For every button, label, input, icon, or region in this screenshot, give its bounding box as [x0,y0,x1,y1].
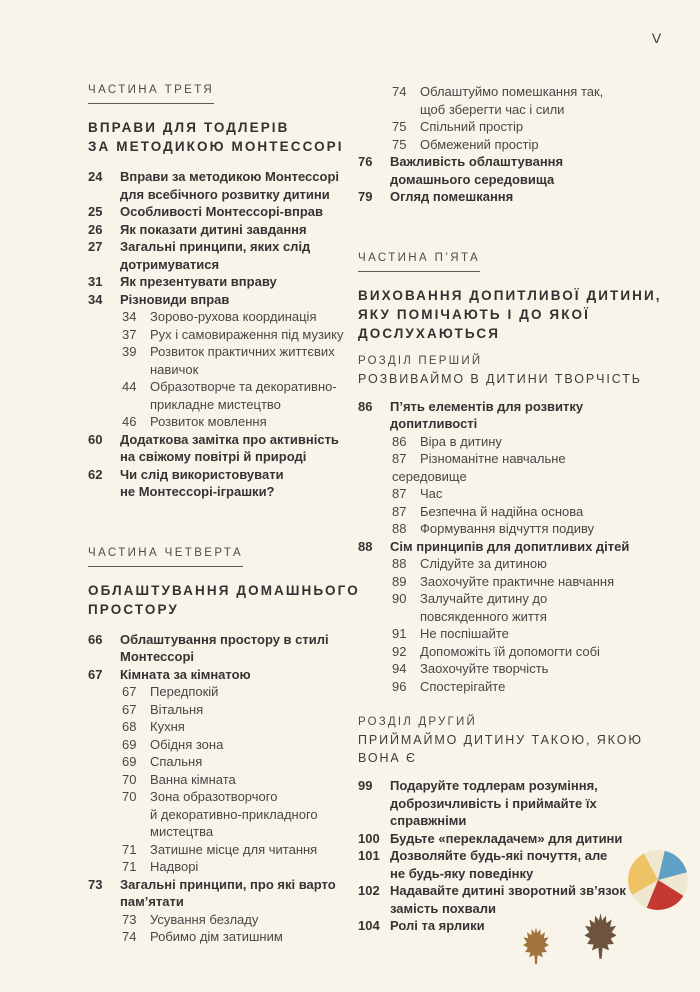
entry-page-number: 37 [122,326,137,342]
entry-page-number: 67 [122,684,137,699]
toc-column-right [358,83,680,935]
toc-entry [88,238,364,273]
entry-page-number: 46 [122,414,137,429]
entry-text-line: Монтессорі [120,649,195,664]
toc-entry [88,718,364,736]
entry-page-number: 91 [392,626,407,641]
entry-page-number: 100 [358,830,380,846]
entry-text [420,625,680,643]
entry-page-number: 79 [358,189,373,204]
entry-text [120,203,364,221]
entry-text-line: Подаруйте тодлерам розуміння, [390,778,598,793]
entry-page-number: 90 [392,591,407,606]
leaf-icon [584,913,617,960]
entry-text-line: Обмежений простір [420,136,539,152]
entry-page-number: 69 [122,736,137,752]
entry-page-number: 73 [88,876,103,892]
entry-text [120,291,364,309]
entry-page-number: 68 [122,719,137,734]
entry-text-line: Слідуйте за дитиною [420,556,547,571]
toc-column-left [88,80,364,946]
toc-entries [358,398,680,696]
entry-text [120,238,364,273]
entry-page-number: 60 [88,431,103,447]
entry-text-line: Ролі та ярлики [390,918,485,933]
entry-page-number: 39 [122,344,137,359]
entry-page-number: 88 [358,538,373,554]
toc-entry [88,413,364,431]
entry-text-line: не будь-яку поведінку [390,865,534,881]
toc-entries [88,168,364,501]
toc-entry [88,683,364,701]
entry-text-line: домашнього середовища [390,171,555,187]
toc-entry [358,520,680,538]
entry-text [420,555,680,573]
entry-text-line: Ванна кімната [150,771,236,787]
toc-entry [88,466,364,501]
entry-text [150,788,364,841]
entry-text-line: допитливості [390,416,478,431]
toc-entry [358,118,680,136]
entry-text [150,771,364,789]
chapter-label: РОЗДІЛ ДРУГИЙ [358,716,477,728]
entry-text [420,118,680,136]
entry-text [120,876,364,911]
entry-page-number: 88 [392,556,407,571]
entry-page-number: 66 [88,631,103,647]
entry-text [120,221,364,239]
part-title-line: ЯКУ ПОМІЧАЮТЬ І ДО ЯКОЇ [358,306,590,322]
entry-page-number: 87 [392,486,407,501]
entry-page-number: 92 [392,643,407,659]
entry-text-line: Загальні принципи, яких слід [120,239,311,254]
entry-text [150,683,364,701]
entry-text [420,136,680,154]
toc-entries [88,631,364,946]
toc-entry [358,555,680,573]
entry-text-line: повсякденного життя [420,608,547,624]
entry-text-line: Спільний простір [420,119,524,134]
entry-page-number: 31 [88,274,103,289]
entry-text-line: доброзичливість і приймайте їх [390,795,597,811]
entry-text-line: Зорово-рухова координація [150,309,317,324]
entry-text-line: Кімната за кімнатою [120,666,251,682]
entry-page-number: 96 [392,678,407,694]
entry-page-number: 76 [358,154,373,169]
entry-text [390,777,680,830]
toc-entry [88,841,364,859]
entry-text-line: для всебічного розвитку дитини [120,186,330,202]
entry-text-line: Вправи за методикою Монтессорі [120,169,340,184]
toc-entry [358,573,680,591]
entry-page-number: 71 [122,859,137,874]
entry-page-number: 87 [392,451,407,466]
entry-text-line: Спальня [150,754,203,769]
entry-page-number: 34 [122,309,137,324]
entry-page-number: 88 [392,521,407,536]
part-title-line: ПРОСТОРУ [88,601,179,617]
entry-text-line: пам’ятати [120,894,184,909]
entry-text [120,666,364,684]
toc-entry [88,431,364,466]
entry-page-number: 27 [88,239,103,254]
entry-page-number: 67 [88,666,103,682]
entry-page-number: 101 [358,848,380,863]
toc-entry [358,678,680,696]
toc-entry [358,625,680,643]
toc-entry [88,168,364,203]
entry-page-number: 75 [392,119,407,134]
entry-text-line: не Монтессорі-іграшки? [120,484,275,499]
entry-page-number: 102 [358,883,380,898]
entry-text-line: мистецтва [150,824,214,839]
toc-entry [358,433,680,451]
entry-text [420,503,680,521]
toc-entry [358,830,680,848]
part-title-line: ДОСЛУХАЮТЬСЯ [358,325,501,341]
entry-text-line: Рух і самовираження під музику [150,326,344,342]
entry-text [120,273,364,291]
entry-page-number: 44 [122,379,137,394]
entry-page-number: 70 [122,771,137,787]
toc-entry [88,291,364,309]
toc-entry [88,753,364,771]
toc-entry [358,450,680,485]
entry-text-line: Дозволяйте будь-які почуття, але [390,848,608,863]
part-label [88,543,364,567]
toc-entry [88,631,364,666]
toc-entry [358,643,680,661]
entry-page-number: 104 [358,918,380,933]
entry-text-line: Вітальня [150,701,204,717]
large-leaf-illustration [584,913,617,960]
toc-entry [88,788,364,841]
entry-text [120,631,364,666]
entry-text-line: Загальні принципи, про які варто [120,876,336,892]
entry-text-line: П’ять елементів для розвитку [390,398,584,414]
entry-text [150,326,364,344]
entry-page-number: 24 [88,169,103,184]
entry-text-line: Чи слід використовувати [120,466,284,482]
part-label [88,80,364,104]
entry-text [150,718,364,736]
entry-text [150,413,364,431]
toc-entry [88,771,364,789]
entry-text [390,398,680,433]
chapter-heading [358,713,680,767]
toc-entry [88,203,364,221]
entry-page-number: 86 [392,433,407,449]
entry-text-line: Будьте «перекладачем» для дитини [390,830,623,846]
entry-text-line: Образотворче та декоративно- [150,379,337,394]
entry-text-line: Віра в дитину [420,433,502,449]
toc-entry [88,928,364,946]
entry-text-line: справжніми [390,813,467,828]
entry-text-line: Розвиток мовлення [150,414,267,429]
part-title [358,286,680,343]
chapter-label: РОЗДІЛ ПЕРШИЙ [358,354,483,367]
entry-text [150,343,364,378]
entry-text-line: Формування відчуття подиву [420,521,595,536]
leaf-icon [521,927,551,965]
entry-text [420,660,680,678]
entry-text [150,701,364,719]
toc-entry [88,876,364,911]
entry-page-number: 89 [392,573,407,589]
entry-text-line: Передпокій [150,684,219,699]
toc-entry [88,378,364,413]
entry-text [420,433,680,451]
entry-page-number: 70 [122,789,137,804]
part-label-text: ЧАСТИНА ЧЕТВЕРТА [88,546,243,567]
entry-text-line: Надворі [150,859,199,874]
entry-text-line: середовище [392,468,467,484]
entry-page-number: 86 [358,398,373,414]
part-label-text: ЧАСТИНА ТРЕТЯ [88,83,214,104]
entry-text-line: Не поспішайте [420,626,509,641]
part-title-line: ЗА МЕТОДИКОЮ МОНТЕССОРІ [88,139,344,154]
entry-text-line: Особливості Монтессорі-вправ [120,204,323,219]
entry-page-number: 25 [88,204,103,219]
entry-text [420,485,680,503]
entry-text [150,858,364,876]
entry-text [150,753,364,771]
small-leaf-illustration [521,927,551,965]
part-title-line: ВИХОВАННЯ ДОПИТЛИВОЇ ДИТИНИ, [358,287,662,303]
entry-text-line: навичок [150,361,199,377]
entry-text-line: Кухня [150,719,185,734]
toc-entry [88,221,364,239]
toc-entry [88,308,364,326]
entry-page-number: 69 [122,754,137,769]
entry-text-line: щоб зберегти час і сили [420,101,565,117]
entry-page-number: 34 [88,291,103,307]
toc-entry [88,666,364,684]
toc-entry [358,590,680,625]
entry-text-line: Спостерігайте [420,678,506,694]
entry-text-line: замість похвали [390,900,496,916]
entry-text [420,643,680,661]
entry-text-line: Усування безладу [150,911,259,927]
toc-entry [358,917,680,935]
chapter-title-line: ВОНА Є [358,751,417,765]
entry-page-number: 73 [122,911,137,927]
entry-text [150,841,364,859]
toc-entry [88,701,364,719]
toc-entry [88,273,364,291]
entry-text [420,520,680,538]
entry-text-line: Облаштування простору в стилі [120,631,329,647]
beach-ball-icon [626,848,690,912]
toc-entry [358,777,680,830]
entry-text-line: дотримуватися [120,256,220,272]
toc-entry [88,911,364,929]
entry-text-line: Обідня зона [150,736,224,752]
chapter-heading [358,352,680,388]
entry-page-number: 62 [88,466,103,482]
entry-page-number: 71 [122,841,137,857]
entry-text-line: Заохочуйте творчість [420,661,549,676]
entry-text-line: Допоможіть їй допомогти собі [420,643,600,659]
entry-text-line: Безпечна й надійна основа [420,503,584,519]
part-title-line: ОБЛАШТУВАННЯ ДОМАШНЬОГО [88,582,360,598]
entry-text [120,168,364,203]
toc-entry [88,326,364,344]
entry-text-line: Важливість облаштування [390,154,564,169]
entry-text-line: Робимо дім затишним [150,929,283,944]
toc-entry [88,343,364,378]
toc-entry [358,153,680,188]
toc-entry [358,398,680,433]
entry-text [150,378,364,413]
entry-text-line: Додаткова замітка про активність [120,431,339,447]
beach-ball-illustration [626,848,690,912]
entry-text [390,538,680,556]
toc-entry [358,660,680,678]
toc-entries [358,83,680,206]
entry-text-line: й декоративно-прикладного [150,806,318,822]
entry-text-line: Залучайте дитину до [420,591,548,606]
chapter-title-line: РОЗВИВАЙМО В ДИТИНИ ТВОРЧІСТЬ [358,371,642,386]
toc-entry [358,188,680,206]
entry-text [120,466,364,501]
entry-text [150,928,364,946]
entry-text [150,736,364,754]
entry-text [420,590,680,625]
entry-text [150,911,364,929]
entry-page-number: 26 [88,221,103,237]
entry-page-number: 67 [122,701,137,717]
toc-entry [358,83,680,118]
entry-text-line: Як презентувати вправу [120,274,277,289]
entry-text-line: Огляд помешкання [390,189,514,204]
entry-page-number: 87 [392,503,407,519]
toc-entry [358,538,680,556]
entry-text [120,431,364,466]
toc-entry [358,485,680,503]
entry-text [390,153,680,188]
toc-entry [88,736,364,754]
entry-text-line: Надавайте дитині зворотний зв’язок [390,883,626,898]
entry-text-line: Зона образотворчого [150,789,278,804]
toc-entry [358,503,680,521]
entry-text-line: Різноманітне навчальне [420,451,566,466]
entry-text [420,83,680,118]
entry-page-number: 99 [358,778,373,793]
toc-entry [88,858,364,876]
entry-page-number: 75 [392,136,407,152]
entry-text-line: Сім принципів для допитливих дітей [390,538,630,554]
entry-text [420,573,680,591]
entry-page-number: 74 [122,929,137,944]
chapter-title-line: ПРИЙМАЙМО ДИТИНУ ТАКОЮ, ЯКОЮ [358,733,643,747]
entry-text [390,188,680,206]
entry-text-line: Затишне місце для читання [150,841,318,857]
part-label-text: ЧАСТИНА П’ЯТА [358,251,480,272]
entry-text-line: Різновиди вправ [120,291,230,307]
part-title [88,581,364,619]
entry-text-line: прикладне мистецтво [150,396,281,412]
part-title-line: ВПРАВИ ДЛЯ ТОДЛЕРІВ [88,120,290,135]
entry-text [390,830,680,848]
entry-text-line: Як показати дитині завдання [120,221,307,237]
page-number-folio: V [651,30,663,46]
toc-entry [358,136,680,154]
entry-text [150,308,364,326]
entry-text-line: Облаштуймо помешкання так, [420,84,604,99]
entry-text-line: Розвиток практичних життєвих [150,344,335,359]
entry-text-line: на свіжому повітрі й природі [120,449,307,464]
part-label [358,248,680,272]
part-title [88,118,364,156]
entry-text-line: Заохочуйте практичне навчання [420,573,615,589]
entry-page-number: 94 [392,661,407,676]
entry-text-line: Час [420,486,443,501]
entry-text [420,678,680,696]
entry-page-number: 74 [392,84,407,99]
